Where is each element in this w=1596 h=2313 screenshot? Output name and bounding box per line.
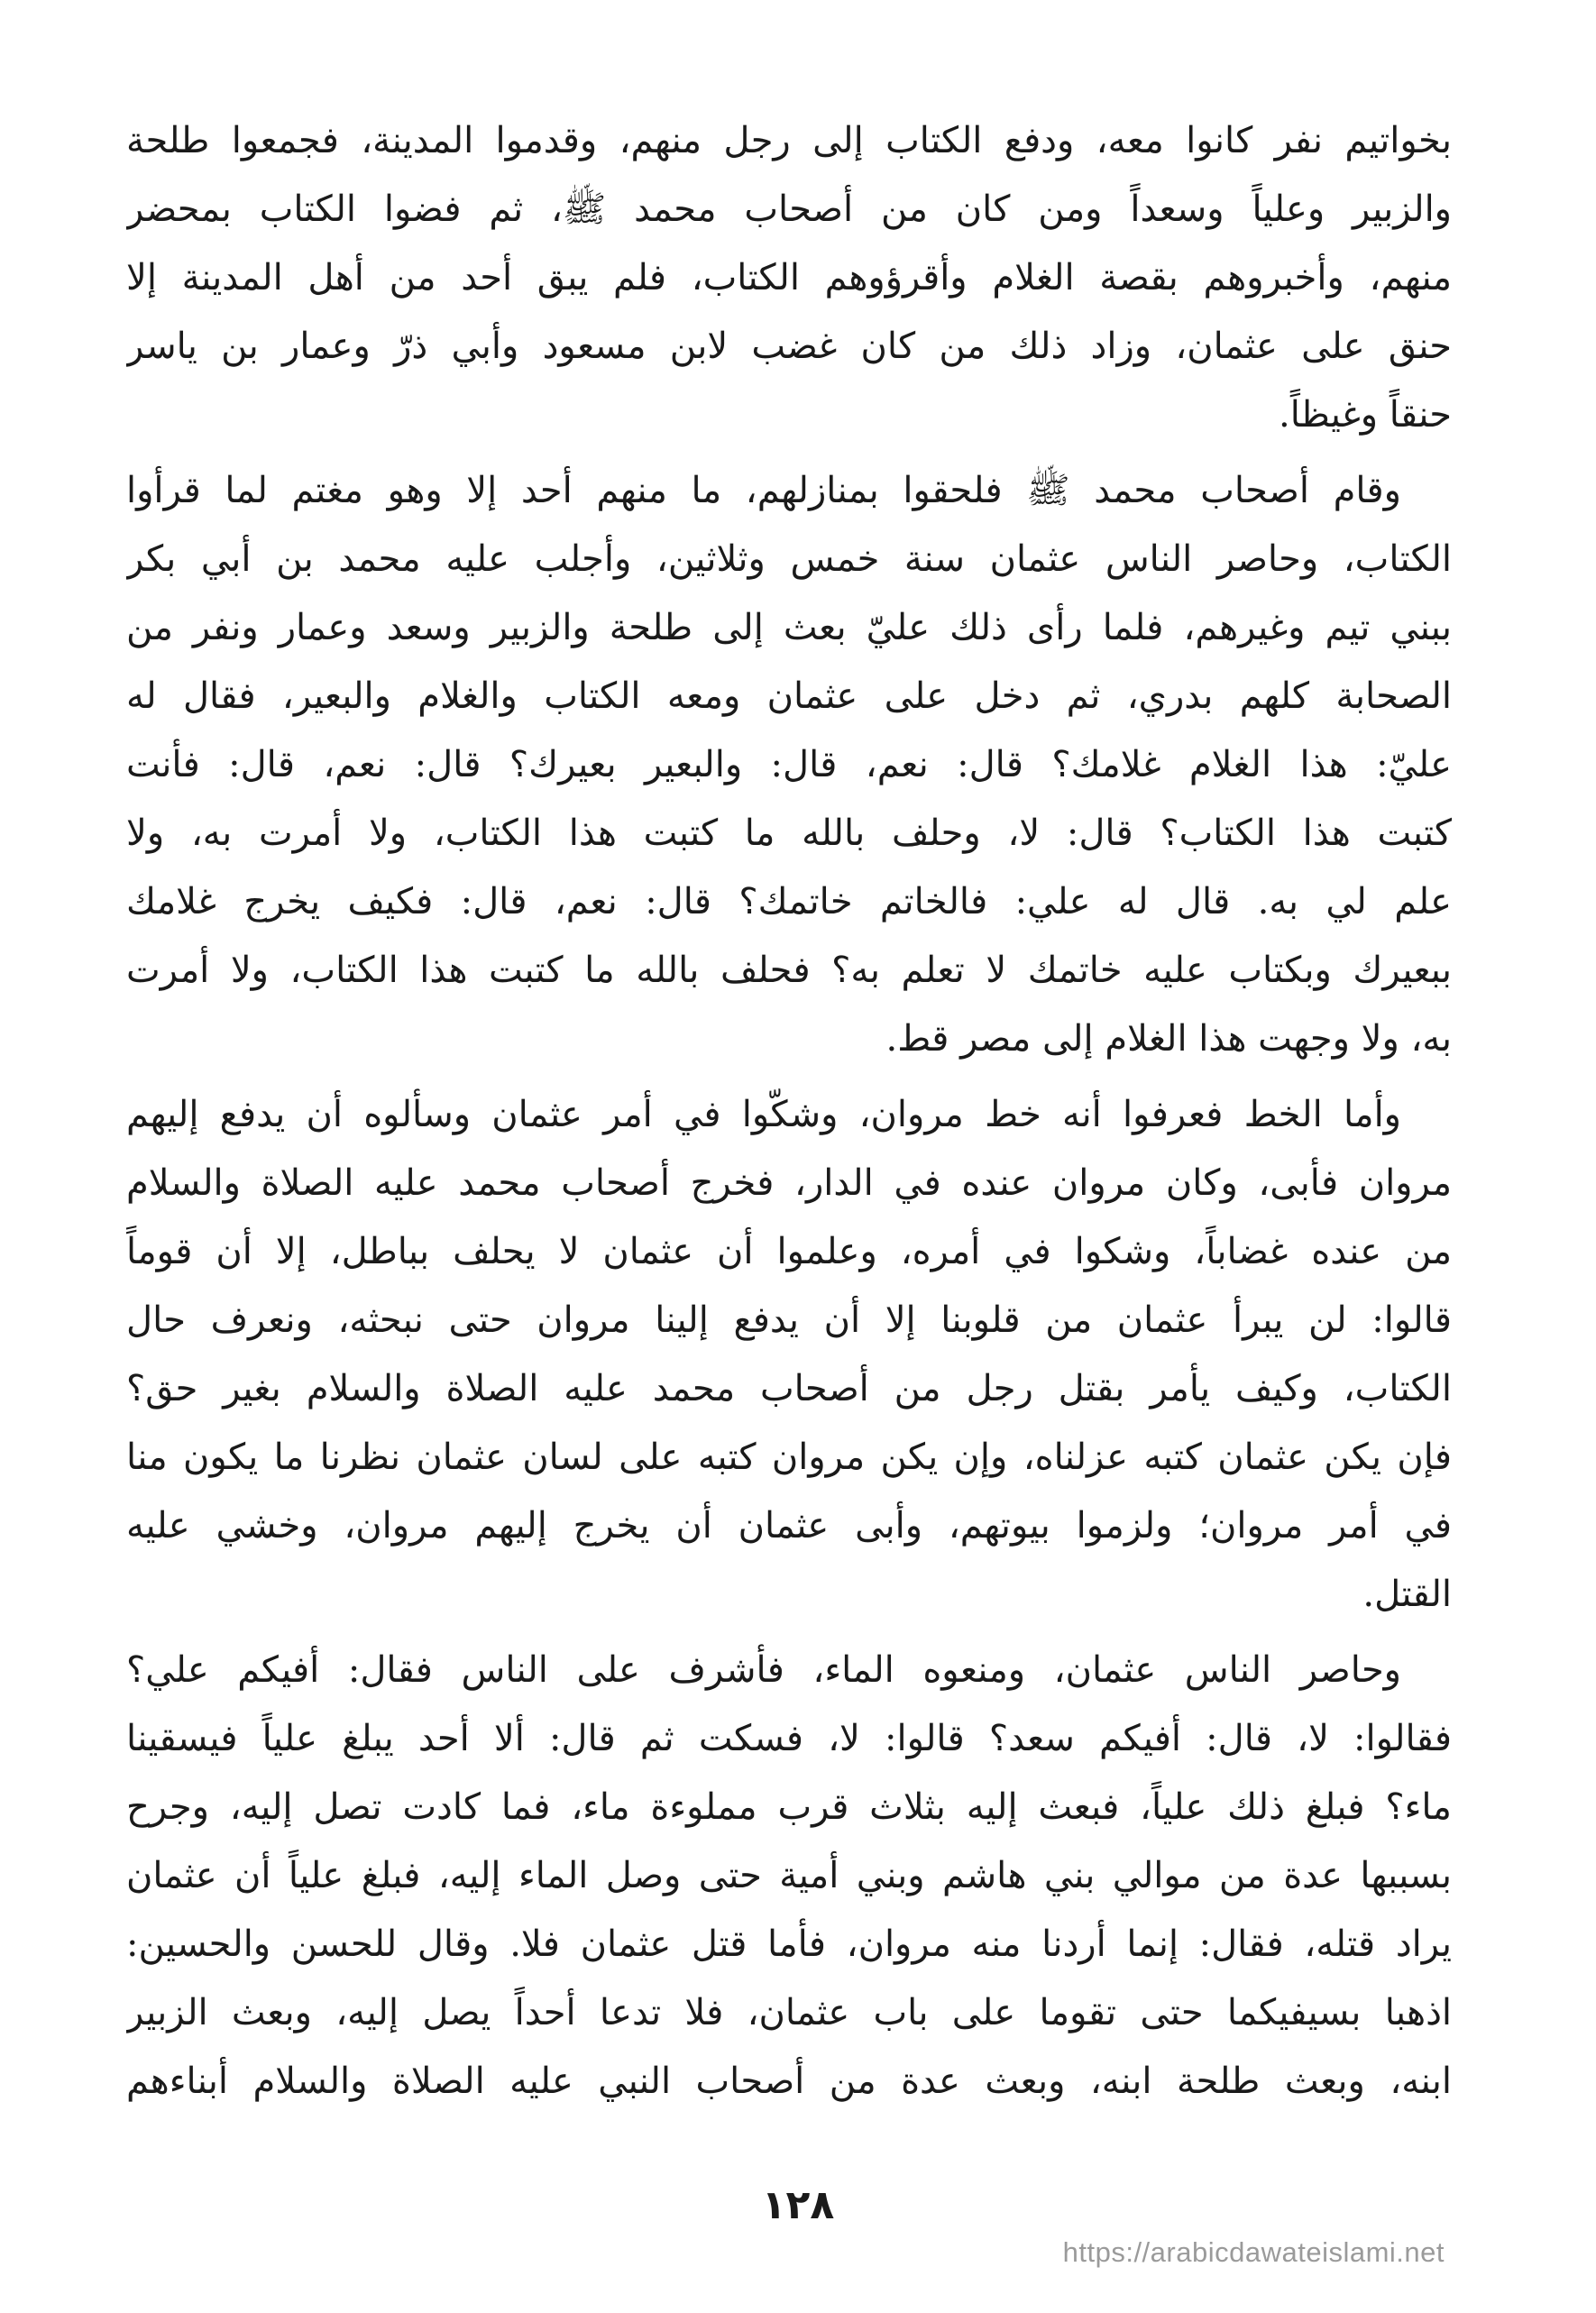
text-line: علم لي به. قال له علي: فالخاتم خاتمك؟ قال: نعم، قال: فكيف يخرج غلامك [126, 881, 1452, 922]
paragraph-2 [126, 456, 1452, 1073]
text-line: كتبت هذا الكتاب؟ قال: لا، وحلف بالله ما كتبت هذا الكتاب، ولا أمرت به، ولا [126, 812, 1452, 854]
text-line: حنقاً وغيظاً. [1279, 394, 1452, 436]
paragraph-4 [126, 1636, 1452, 2116]
text-line: فإن يكن عثمان كتبه عزلناه، وإن يكن مروان كتبه على لسان عثمان نظرنا ما يكون منا [126, 1436, 1452, 1478]
text-line: الصحابة كلهم بدري، ثم دخل على عثمان ومعه الكتاب والغلام والبعير، فقال له [126, 675, 1452, 717]
paragraph-3 [126, 1080, 1452, 1629]
text-line: ببعيرك وبكتاب عليه خاتمك لا تعلم به؟ فحلف بالله ما كتبت هذا الكتاب، ولا أمرت [126, 950, 1452, 991]
text-line: من عنده غضاباً، وشكوا في أمره، وعلموا أن عثمان لا يحلف بباطل، إلا أن قوماً [126, 1231, 1452, 1272]
text-line: وقام أصحاب محمد ﷺ فلحقوا بمنازلهم، ما منهم أحد إلا وهو مغتم لما قرأوا [126, 470, 1401, 511]
text-line: اذهبا بسيفيكما حتى تقوما على باب عثمان، فلا تدعا أحداً يصل إليه، وبعث الزبير [126, 1992, 1452, 2033]
text-line: القتل. [1362, 1574, 1452, 1615]
text-line: الكتاب، وكيف يأمر بقتل رجل من أصحاب محمد عليه الصلاة والسلام بغير حق؟ [126, 1368, 1452, 1409]
text-line: ببني تيم وغيرهم، فلما رأى ذلك عليّ بعث إلى طلحة والزبير وسعد وعمار ونفر من [126, 607, 1452, 648]
text-line: وأما الخط فعرفوا أنه خط مروان، وشكّوا في أمر عثمان وسألوه أن يدفع إليهم [126, 1094, 1401, 1135]
text-line: ابنه، وبعث طلحة ابنه، وبعث عدة من أصحاب النبي عليه الصلاة والسلام أبناءهم [126, 2061, 1452, 2102]
watermark-url: https://arabicdawateislami.net [1062, 2236, 1445, 2268]
text-line: وحاصر الناس عثمان، ومنعوه الماء، فأشرف على الناس فقال: أفيكم علي؟ [126, 1649, 1401, 1691]
text-line: حنق على عثمان، وزاد ذلك من كان غضب لابن مسعود وأبي ذرّ وعمار بن ياسر [126, 326, 1452, 367]
text-line: والزبير وعلياً وسعداً ومن كان من أصحاب محمد ﷺ، ثم فضوا الكتاب بمحضر [126, 188, 1452, 230]
page-body [126, 106, 1452, 2180]
text-line: بخواتيم نفر كانوا معه، ودفع الكتاب إلى رجل منهم، وقدموا المدينة، فجمعوا طلحة [126, 120, 1452, 161]
text-line: بسببها عدة من موالي بني هاشم وبني أمية حتى وصل الماء إليه، فبلغ علياً أن عثمان [126, 1855, 1452, 1896]
text-line: قالوا: لن يبرأ عثمان من قلوبنا إلا أن يدفع إلينا مروان حتى نبحثه، ونعرف حال [126, 1299, 1452, 1341]
text-line: به، ولا وجهت هذا الغلام إلى مصر قط. [885, 1018, 1452, 1060]
text-line: مروان فأبى، وكان مروان عنده في الدار، فخرج أصحاب محمد عليه الصلاة والسلام [126, 1162, 1452, 1204]
text-line: عليّ: هذا الغلام غلامك؟ قال: نعم، قال: والبعير بعيرك؟ قال: نعم، قال: فأنت [126, 744, 1452, 785]
text-line: منهم، وأخبروهم بقصة الغلام وأقرؤوهم الكتاب، فلم يبق أحد من أهل المدينة إلا [126, 257, 1452, 298]
text-line: يراد قتله، فقال: إنما أردنا منه مروان، فأما قتل عثمان فلا. وقال للحسن والحسين: [126, 1923, 1452, 1965]
text-line: ماء؟ فبلغ ذلك علياً، فبعث إليه بثلاث قرب مملوءة ماء، فما كادت تصل إليه، وجرح [126, 1786, 1452, 1828]
text-line: في أمر مروان؛ ولزموا بيوتهم، وأبى عثمان أن يخرج إليهم مروان، وخشي عليه [126, 1505, 1452, 1547]
text-line: فقالوا: لا، قال: أفيكم سعد؟ قالوا: لا، فسكت ثم قال: ألا أحد يبلغ علياً فيسقينا [126, 1718, 1452, 1759]
text-line: الكتاب، وحاصر الناس عثمان سنة خمس وثلاثين، وأجلب عليه محمد بن أبي بكر [126, 538, 1452, 580]
paragraph-1 [126, 106, 1452, 449]
page-number: ١٢٨ [761, 2182, 835, 2228]
